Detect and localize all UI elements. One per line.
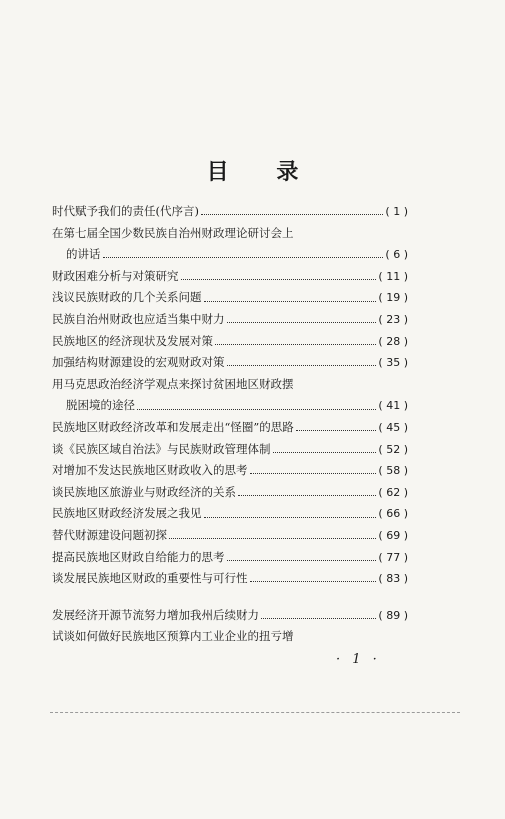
toc-entry-page: ( 1 ) bbox=[385, 205, 408, 218]
page-number: · 1 · bbox=[336, 652, 381, 667]
toc-leader-dots bbox=[201, 214, 383, 215]
toc-entry[interactable] bbox=[52, 201, 408, 223]
toc-entry[interactable] bbox=[52, 374, 408, 396]
toc-leader-dots bbox=[227, 560, 377, 561]
toc-entry-page: ( 52 ) bbox=[378, 442, 408, 456]
toc-entry[interactable] bbox=[52, 568, 408, 590]
toc-leader-dots bbox=[215, 344, 376, 345]
toc-group-2 bbox=[52, 605, 408, 648]
toc-leader-dots bbox=[227, 322, 377, 323]
toc-entry-title: 谈发展民族地区财政的重要性与可行性 bbox=[52, 571, 248, 586]
toc-leader-dots bbox=[250, 581, 377, 582]
toc-entry-title: 浅议民族财政的几个关系问题 bbox=[52, 290, 202, 305]
toc-entry-title: 民族自治州财政也应适当集中财力 bbox=[52, 311, 225, 326]
toc-entry[interactable] bbox=[52, 482, 408, 504]
toc-leader-dots bbox=[204, 301, 377, 302]
toc-entry-title: 加强结构财源建设的宏观财政对策 bbox=[52, 355, 225, 370]
toc-entry-page: ( 41 ) bbox=[378, 399, 408, 413]
toc-leader-dots bbox=[103, 257, 384, 258]
toc-entry-page: ( 69 ) bbox=[378, 528, 408, 542]
toc-entry[interactable] bbox=[52, 503, 408, 525]
toc-leader-dots bbox=[261, 618, 376, 619]
toc-entry-page: ( 19 ) bbox=[378, 291, 408, 305]
toc-entry-page: ( 77 ) bbox=[378, 550, 408, 564]
toc-entry[interactable] bbox=[52, 352, 408, 374]
toc-entry-page: ( 45 ) bbox=[378, 420, 408, 434]
toc-gap bbox=[52, 590, 408, 605]
toc-group-1 bbox=[52, 201, 408, 590]
toc-entry[interactable] bbox=[52, 605, 408, 627]
bottom-rule bbox=[50, 712, 460, 713]
toc-leader-dots bbox=[238, 495, 376, 496]
toc-entry-page: ( 62 ) bbox=[378, 485, 408, 499]
toc-leader-dots bbox=[296, 430, 377, 431]
toc-entry-page: ( 11 ) bbox=[378, 269, 408, 283]
toc-entry[interactable] bbox=[52, 417, 408, 439]
toc-entry[interactable] bbox=[52, 547, 408, 569]
toc-entry-page: ( 58 ) bbox=[378, 464, 408, 478]
toc-leader-dots bbox=[273, 452, 377, 453]
toc-entry-page: ( 23 ) bbox=[378, 312, 408, 326]
toc-entry-page: ( 66 ) bbox=[378, 507, 408, 521]
toc-entry-title: 发展经济开源节流努力增加我州后续财力 bbox=[52, 607, 259, 622]
toc-entry[interactable] bbox=[52, 626, 408, 648]
toc-leader-dots bbox=[137, 409, 376, 410]
toc-entry[interactable] bbox=[52, 439, 408, 461]
toc-entry[interactable] bbox=[52, 266, 408, 288]
toc-entry-title: 财政困难分析与对策研究 bbox=[52, 268, 179, 283]
toc-entry-title: 替代财源建设问题初探 bbox=[52, 527, 167, 542]
toc-leader-dots bbox=[250, 473, 377, 474]
toc-entry[interactable] bbox=[52, 525, 408, 547]
toc-entry-title: 时代赋予我们的责任(代序言) bbox=[52, 204, 199, 218]
toc-entry-page: ( 89 ) bbox=[378, 608, 408, 622]
toc-entry-title: 民族地区的经济现状及发展对策 bbox=[52, 333, 213, 348]
toc-leader-dots bbox=[169, 538, 376, 539]
toc-entry[interactable] bbox=[52, 460, 408, 482]
toc-leader-dots bbox=[204, 517, 377, 518]
toc-entry-title: 脱困境的途径 bbox=[66, 398, 135, 413]
toc-entry[interactable] bbox=[52, 395, 408, 417]
page-title: 目 录 bbox=[206, 159, 319, 185]
toc-entry[interactable] bbox=[52, 287, 408, 309]
toc-entry[interactable] bbox=[52, 331, 408, 353]
toc-entry-title: 提高民族地区财政自给能力的思考 bbox=[52, 549, 225, 564]
toc-leader-dots bbox=[181, 279, 377, 280]
toc-entry-page: ( 6 ) bbox=[385, 248, 408, 262]
toc-entry-page: ( 35 ) bbox=[378, 356, 408, 370]
toc-entry-title: 谈民族地区旅游业与财政经济的关系 bbox=[52, 484, 236, 499]
toc-entry-title: 在第七届全国少数民族自治州财政理论研讨会上 bbox=[52, 225, 294, 240]
toc-entry[interactable] bbox=[52, 223, 408, 245]
toc-entry-title: 用马克思政治经济学观点来探讨贫困地区财政摆 bbox=[52, 376, 294, 391]
toc-entry-title: 民族地区财政经济发展之我见 bbox=[52, 506, 202, 521]
toc-leader-dots bbox=[227, 365, 377, 366]
toc-entry-title: 对增加不发达民族地区财政收入的思考 bbox=[52, 463, 248, 478]
toc-entry-title: 的讲话 bbox=[66, 247, 101, 262]
toc-entry[interactable] bbox=[52, 244, 408, 266]
toc-entry[interactable] bbox=[52, 309, 408, 331]
table-of-contents bbox=[52, 201, 408, 648]
toc-entry-title: 民族地区财政经济改革和发展走出“怪圈”的思路 bbox=[52, 419, 294, 434]
toc-entry-title: 谈《民族区域自治法》与民族财政管理体制 bbox=[52, 441, 271, 456]
toc-entry-page: ( 83 ) bbox=[378, 572, 408, 586]
toc-entry-title: 试谈如何做好民族地区预算内工业企业的扭亏增 bbox=[52, 629, 294, 644]
toc-entry-page: ( 28 ) bbox=[378, 334, 408, 348]
